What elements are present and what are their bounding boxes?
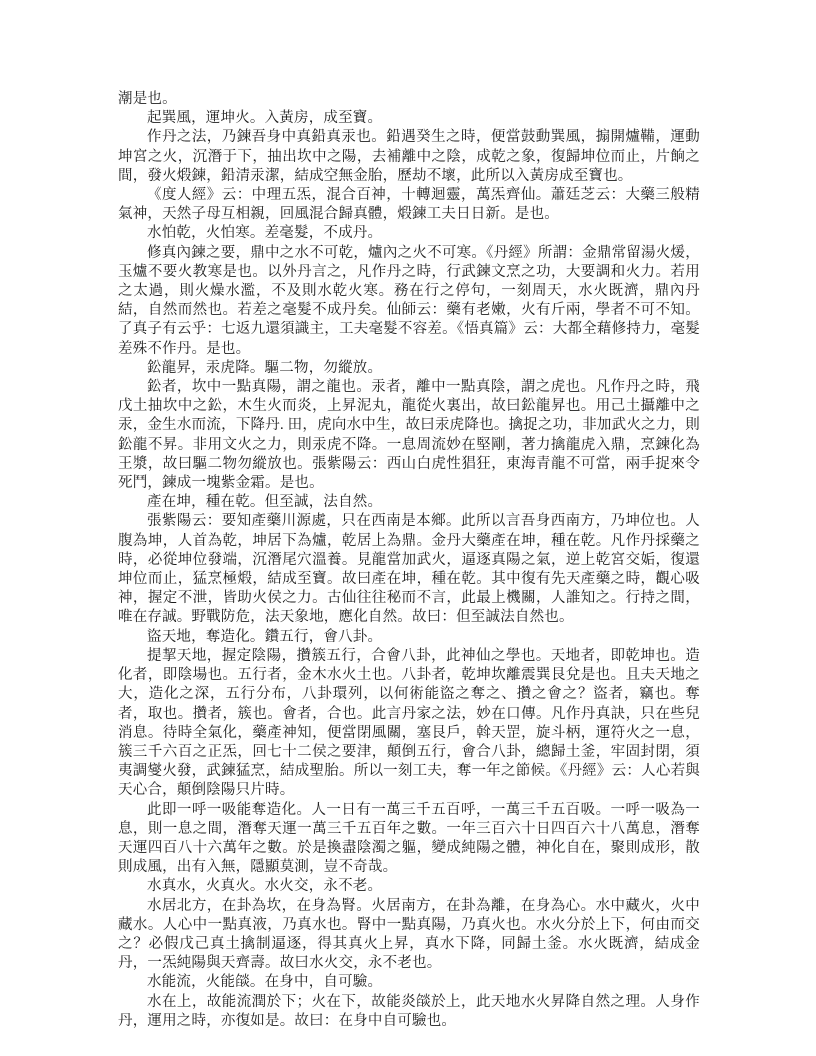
paragraph: 修真內鍊之要，鼎中之水不可乾，爐內之火不可寒。《丹經》所謂：金鼎常留湯火煖，玉爐不要火教寒是也。以外丹言之，凡作丹之時，行武鍊文烹之功，大要調和火力。若用之太過，則火燥水濫，不及則水乾火寒。務在行之停句，一刻周天，水火既濟，鼎內丹結，自然而然也。若差之毫髮不成丹矣。仙師云：藥有老嫩，火有斤兩，學者不可不知。了真子有云乎：七返九還須識主，工夫毫髮不容差。《悟真篇》云：大都全藉修持力，毫髮差殊不作丹。是也。	[118, 244, 700, 357]
paragraph: 水能流，火能燄。在身中，自可驗。	[147, 974, 383, 991]
paragraph: 水在上，故能流潤於下；火在下，故能炎燄於上，此天地水火昇降自然之理。人身作丹，運用之時，亦復如是。故曰：在身中自可驗也。	[118, 993, 700, 1029]
paragraph: 提挈天地，握定陰陽，攢簇五行，合會八卦，此神仙之學也。天地者，即乾坤也。造化者，即陰場也。五行者，金木水火土也。八卦者，乾坤坎離震巽艮兌是也。且夫天地之大，造化之深，五行分布，八卦環列，以何術能盜之奪之、攢之會之？盜者，竊也。奪者，取也。攢者，簇也。會者，合也。此言丹家之法，妙在口傳。凡作丹真訣，只在些兒消息。待時全氣化，藥產神知，便當閉風關，塞艮戶，斡天罡，旋斗柄，運符火之一息，簇三千六百之正炁，回七十二侯之要津，顛倒五行，會合八卦，總歸土釜，牢固封閉，須夷調燮火發，武鍊猛烹，結成聖胎。所以一刻工夫，奪一年之節候。《丹經》云：人心若與天心合，顛倒陰陽只片時。	[118, 647, 700, 799]
paragraph: 水真水，火真火。水火交，永不老。	[147, 878, 383, 895]
document-text-block	[118, 90, 700, 1031]
paragraph: 張紫陽云：要知產藥川源處，只在西南是本鄉。此所以言吾身西南方，乃坤位也。人腹為坤，人首為乾，坤居下為爐，乾居上為鼎。金丹大藥產在坤，種在乾。凡作丹採藥之時，必從坤位發端，沉潛尾穴溫養。見龍當加武火，逼逐真陽之氣，逆上乾宮交姤，復還坤位而止，猛烹極煅，結成至寶。故曰產在坤，種在乾。其中復有先天產藥之時，觀心吸神，握定不泄，皆助火侯之力。古仙往往秘而不言，此最上機關，人誰知之。行持之間，唯在存誠。野戰防危，法天象地，應化自然。故曰：但至誠法自然也。	[118, 513, 700, 626]
paragraph: 盜天地，奪造化。鑽五行，會八卦。	[147, 628, 383, 645]
paragraph: 此即一呼一吸能奪造化。人一日有一萬三千五百呼，一萬三千五百吸。一呼一吸為一息，則一息之間，潛奪天運一萬三千五百年之數。一年三百六十日四百六十八萬息，潛奪天運四百八十六萬年之數。於是換盡陰濁之軀，變成純陽之體，神化自在，聚則成形，散則成風，出有入無，隱顯莫測，豈不奇哉。	[118, 801, 700, 876]
paragraph: 起巽風，運坤火。入黃房，成至寶。	[147, 110, 383, 127]
paragraph: 《度人經》云：中理五炁，混合百神，十轉迴靈，萬炁齊仙。蕭廷芝云：大藥三般精氣神，天然子母互相親，回風混合歸真體，煅鍊工夫日日新。是也。	[118, 187, 700, 223]
paragraph: 產在坤，種在乾。但至誠，法自然。	[147, 494, 383, 511]
paragraph: 水怕乾，火怕寒。差毫髮，不成丹。	[147, 225, 383, 242]
paragraph: 作丹之法，乃鍊吾身中真鉛真汞也。鉛遇癸生之時，便當鼓動巽風，搧開爐鞴，運動坤宮之火，沉潛于下，抽出坎中之陽，去補離中之陰，成乾之象，復歸坤位而止，片餉之間，發火煅鍊，鉛清汞潔，結成空無金胎，歷劫不壞，此所以入黃房成至寶也。	[118, 129, 700, 184]
paragraph: 水居北方，在卦為坎，在身為腎。火居南方，在卦為離，在身為心。水中藏火，火中藏水。人心中一點真液，乃真水也。腎中一點真陽，乃真火也。水火分於上下，何由而交之？必假戊己真土擒制逼逐，得其真火上昇，真水下降，同歸土釜。水火既濟，結成金丹，一炁純陽與天齊壽。故曰水火交，永不老也。	[118, 897, 700, 972]
paragraph: 潮是也。	[118, 91, 177, 107]
paragraph: 鈆者，坎中一點真陽，謂之龍也。汞者，離中一點真陰，謂之虎也。凡作丹之時，飛戊土抽坎中之鈆，木生火而炎，上昇泥丸，龍從火裏出，故曰鈆龍昇也。用己土攝離中之汞，金生水而流，下降丹. 田，虎向水中生，故曰汞虎降也。擒捉之功，非加武火之力，則鈆龍不昇。非用文火之力，則汞虎不降。一息周流妙在堅剛，著力擒龍虎入鼎，烹鍊化為王漿，故曰驅二物勿縱放也。張紫陽云：西山白虎性猖狂，東海青龍不可當，兩手捉來令死鬥，鍊成一塊紫金霜。是也。	[118, 379, 700, 492]
paragraph: 鈆龍昇，汞虎降。驅二物，勿縱放。	[147, 359, 383, 376]
